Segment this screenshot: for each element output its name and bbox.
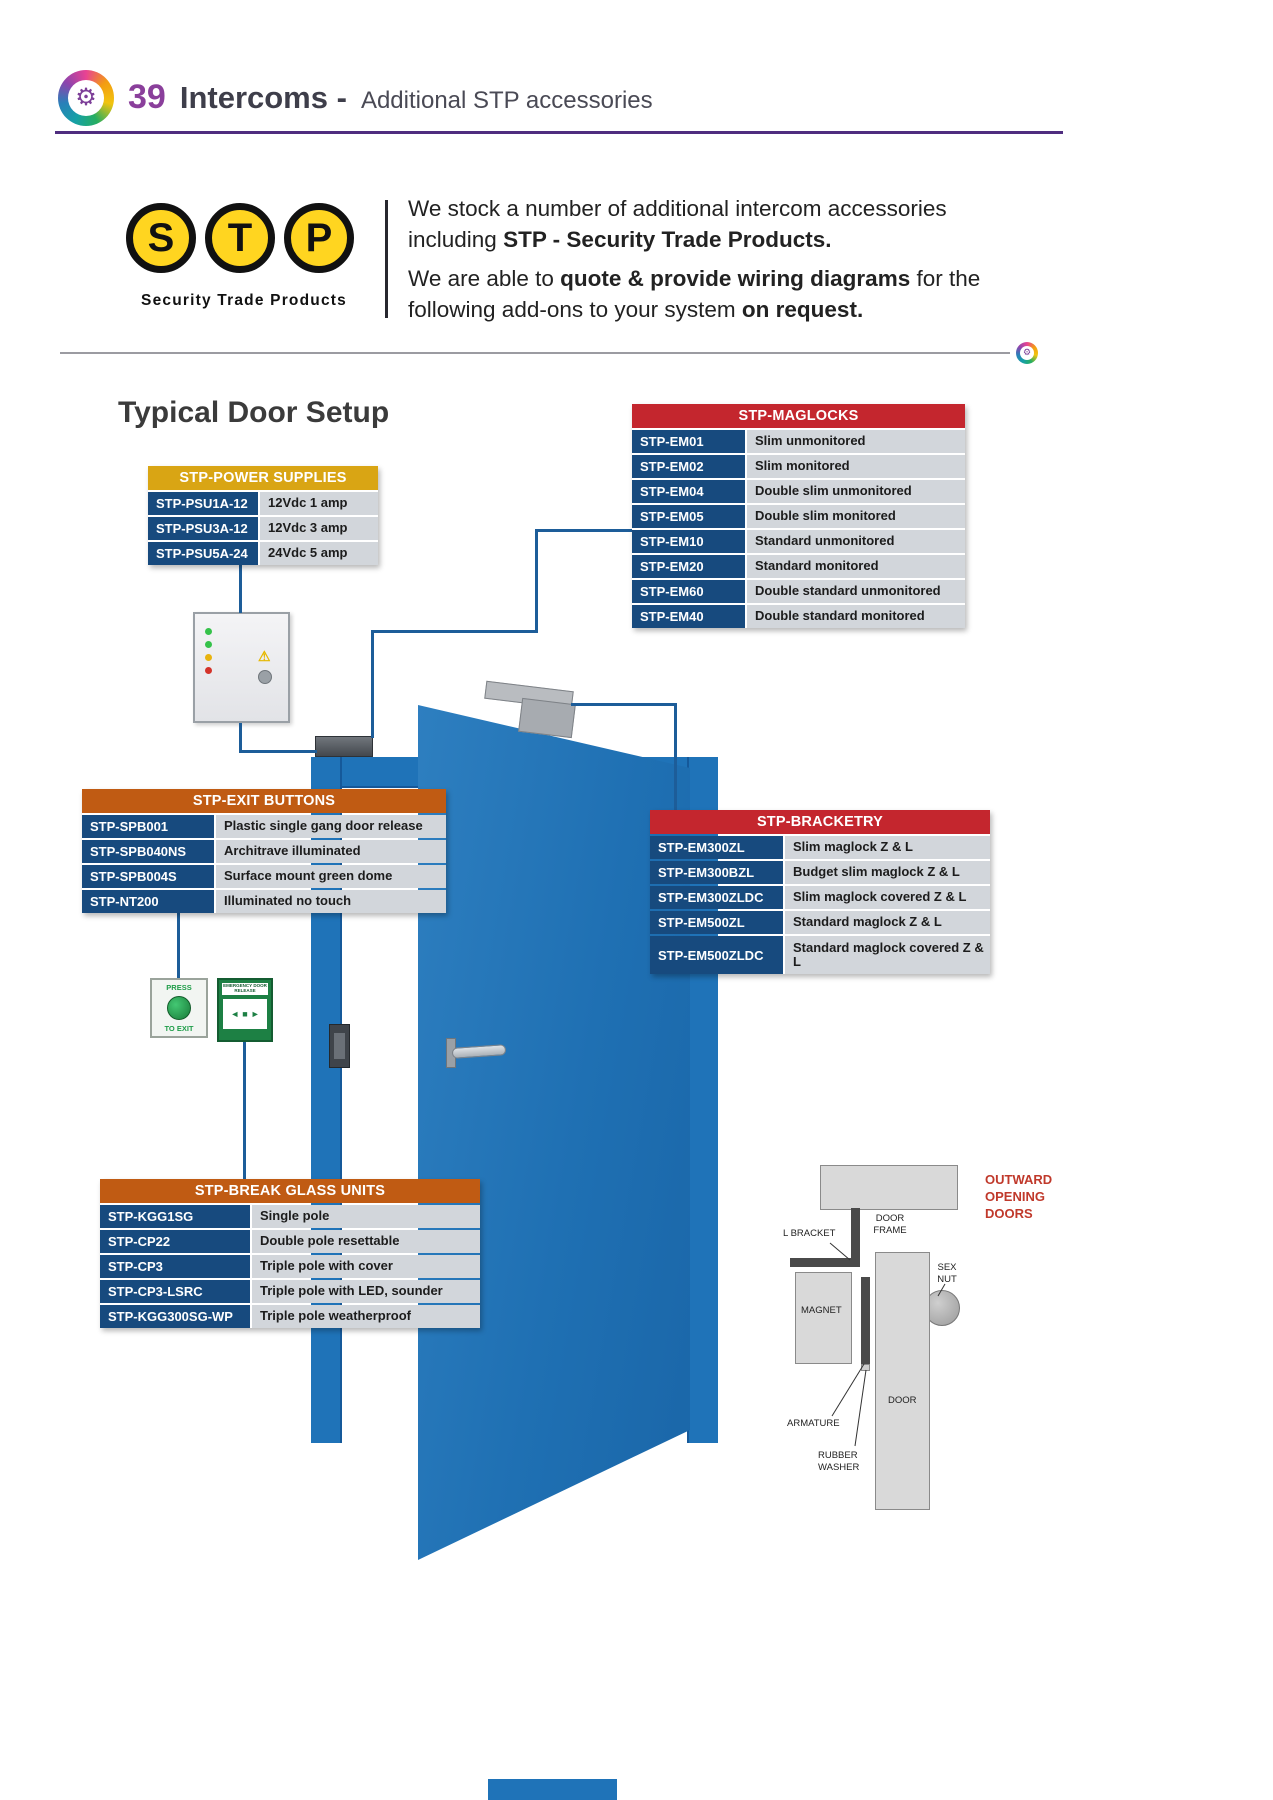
product-code: STP-NT200: [82, 890, 214, 913]
connector-psu-down: [239, 723, 242, 753]
table-header: STP-MAGLOCKS: [632, 404, 965, 428]
product-code: STP-EM500ZL: [650, 911, 783, 934]
break-glass-device: [217, 978, 273, 1042]
product-description: Architrave illuminated: [216, 840, 446, 863]
product-code: STP-PSU1A-12: [148, 492, 258, 515]
product-code: STP-KGG300SG-WP: [100, 1305, 250, 1328]
product-code: STP-EM40: [632, 605, 745, 628]
table-body: [148, 492, 378, 565]
table-row: [632, 505, 965, 528]
break-glass-panel: [223, 999, 267, 1029]
divider-logo-icon: [1016, 342, 1038, 364]
exit-button-device: [150, 978, 208, 1038]
square-icon: ■: [242, 1008, 248, 1019]
product-code: STP-KGG1SG: [100, 1205, 250, 1228]
product-code: STP-EM01: [632, 430, 745, 453]
connector-break-glass: [243, 1042, 246, 1179]
product-code: STP-EM04: [632, 480, 745, 503]
connector-maglocks-h1: [535, 529, 632, 532]
page-subtitle: Additional STP accessories: [360, 87, 653, 114]
page-header: [128, 78, 653, 117]
page-number: 39: [128, 78, 166, 116]
xs-outward-note: OUTWARD OPENING DOORS: [985, 1172, 1053, 1221]
product-description: Standard maglock covered Z & L: [785, 936, 990, 974]
table-row: [148, 542, 378, 565]
product-description: Standard maglock Z & L: [785, 911, 990, 934]
connector-maglocks-v1: [535, 529, 538, 633]
product-description: Triple pole with LED, sounder: [252, 1280, 480, 1303]
stp-logo: [126, 203, 354, 273]
xs-label-armature: ARMATURE: [787, 1418, 840, 1429]
table-row: [100, 1230, 480, 1253]
text-segment: on request.: [741, 296, 864, 322]
product-description: Slim maglock Z & L: [785, 836, 990, 859]
table-row: [650, 836, 990, 859]
exit-buttons-table: [82, 789, 446, 913]
product-code: STP-SPB040NS: [82, 840, 214, 863]
break-glass-label: EMERGENCY DOOR RELEASE: [223, 983, 267, 993]
xs-label-door: DOOR: [888, 1395, 917, 1406]
product-code: STP-EM300ZLDC: [650, 886, 783, 909]
psu-led-red: [205, 667, 212, 674]
psu-led-green-2: [205, 641, 212, 648]
product-code: STP-CP3-LSRC: [100, 1280, 250, 1303]
power-supplies-table: [148, 466, 378, 565]
product-description: Double slim monitored: [747, 505, 965, 528]
product-code: STP-EM300ZL: [650, 836, 783, 859]
product-description: Slim maglock covered Z & L: [785, 886, 990, 909]
psu-button: [258, 670, 272, 684]
table-row: [632, 430, 965, 453]
product-description: Single pole: [252, 1205, 480, 1228]
product-code: STP-EM05: [632, 505, 745, 528]
maglocks-table: [632, 404, 965, 628]
product-code: STP-SPB004S: [82, 865, 214, 888]
product-code: STP-EM02: [632, 455, 745, 478]
product-code: STP-EM500ZLDC: [650, 936, 783, 974]
text-segment: for the following add-ons to your system: [408, 266, 981, 322]
product-description: Plastic single gang door release: [216, 815, 446, 838]
product-code: STP-EM10: [632, 530, 745, 553]
product-description: 12Vdc 3 amp: [260, 517, 378, 540]
intro-paragraph-1: [408, 194, 1008, 255]
psu-led-green-1: [205, 628, 212, 635]
xs-label-l-bracket: L BRACKET: [783, 1228, 836, 1239]
z-bracket-base-graphic: [518, 698, 576, 738]
text-segment: STP - Security Trade Products.: [503, 226, 832, 252]
table-header: STP-EXIT BUTTONS: [82, 789, 446, 813]
maglock-graphic: [315, 736, 373, 757]
product-description: Triple pole weatherproof: [252, 1305, 480, 1328]
strike-plate-inner: [334, 1033, 345, 1059]
bracketry-table: [650, 810, 990, 974]
intro-paragraph-2: [408, 264, 1008, 325]
intro-divider: [385, 200, 388, 318]
product-description: Double standard monitored: [747, 605, 965, 628]
table-row: [650, 911, 990, 934]
break-glass-table: [100, 1179, 480, 1328]
exit-button-top-label: PRESS: [166, 983, 192, 992]
intro-text: [408, 194, 1008, 325]
connector-maglocks-v2: [371, 630, 374, 738]
stp-logo-letter-p: P: [284, 203, 354, 273]
connector-bracket-h: [571, 703, 677, 706]
product-code: STP-EM300BZL: [650, 861, 783, 884]
product-description: Double pole resettable: [252, 1230, 480, 1253]
product-description: Double slim unmonitored: [747, 480, 965, 503]
xs-label-magnet: MAGNET: [801, 1305, 842, 1316]
page-title: Intercoms -: [179, 80, 347, 115]
table-row: [650, 861, 990, 884]
table-body: [100, 1205, 480, 1328]
table-row: [82, 815, 446, 838]
product-description: Triple pole with cover: [252, 1255, 480, 1278]
gear-icon: ⚙: [68, 80, 104, 116]
connector-exit-button: [177, 912, 180, 980]
product-code: STP-PSU3A-12: [148, 517, 258, 540]
product-code: STP-SPB001: [82, 815, 214, 838]
connector-maglocks-h2: [371, 630, 538, 633]
product-description: 24Vdc 5 amp: [260, 542, 378, 565]
table-header: STP-BREAK GLASS UNITS: [100, 1179, 480, 1203]
product-description: Standard monitored: [747, 555, 965, 578]
product-description: Surface mount green dome: [216, 865, 446, 888]
text-segment: quote & provide wiring diagrams: [560, 266, 911, 292]
table-row: [82, 865, 446, 888]
psu-led-amber: [205, 654, 212, 661]
table-row: [100, 1255, 480, 1278]
arrow-left-icon: ◄: [230, 1008, 240, 1019]
connector-psu-to-frame: [239, 750, 317, 753]
table-row: [148, 492, 378, 515]
product-code: STP-CP3: [100, 1255, 250, 1278]
table-row: [632, 605, 965, 628]
table-row: [82, 890, 446, 913]
table-row: [632, 580, 965, 603]
table-row: [100, 1305, 480, 1328]
product-description: 12Vdc 1 amp: [260, 492, 378, 515]
table-row: [632, 480, 965, 503]
footer-bar: [488, 1779, 617, 1800]
table-row: [148, 517, 378, 540]
table-row: [100, 1280, 480, 1303]
product-description: Slim unmonitored: [747, 430, 965, 453]
text-segment: We stock a number of additional intercom accessories including: [408, 196, 947, 252]
table-row: [632, 555, 965, 578]
stp-logo-letter-t: T: [205, 203, 275, 273]
table-row: [100, 1205, 480, 1228]
product-code: STP-PSU5A-24: [148, 542, 258, 565]
product-code: STP-EM60: [632, 580, 745, 603]
table-row: [82, 840, 446, 863]
product-description: Double standard unmonitored: [747, 580, 965, 603]
table-header: STP-BRACKETRY: [650, 810, 990, 834]
text-segment: We are able to: [408, 266, 561, 292]
table-body: [82, 815, 446, 913]
section-divider: [60, 352, 1010, 354]
product-code: STP-EM20: [632, 555, 745, 578]
product-code: STP-CP22: [100, 1230, 250, 1253]
header-divider: [55, 131, 1063, 134]
company-logo-icon: [58, 70, 114, 126]
arrow-right-icon: ►: [250, 1008, 260, 1019]
product-description: Budget slim maglock Z & L: [785, 861, 990, 884]
table-header: STP-POWER SUPPLIES: [148, 466, 378, 490]
diagram-title: Typical Door Setup: [118, 396, 390, 429]
exit-button-bottom-label: TO EXIT: [164, 1024, 194, 1033]
table-row: [632, 455, 965, 478]
table-row: [650, 936, 990, 974]
table-row: [632, 530, 965, 553]
product-description: Illuminated no touch: [216, 890, 446, 913]
table-row: [650, 886, 990, 909]
gear-icon: ⚙: [1020, 346, 1034, 360]
stp-logo-letter-s: S: [126, 203, 196, 273]
xs-label-sex-nut: SEX NUT: [937, 1262, 957, 1285]
connector-bracket-v: [674, 703, 677, 810]
xs-label-door-frame: DOOR FRAME: [873, 1213, 907, 1236]
stp-logo-caption: Security Trade Products: [141, 292, 347, 309]
table-body: [632, 430, 965, 628]
warning-icon: ⚠: [258, 648, 271, 664]
product-description: Standard unmonitored: [747, 530, 965, 553]
xs-label-rubber-washer: RUBBER WASHER: [818, 1450, 860, 1473]
table-body: [650, 836, 990, 974]
product-description: Slim monitored: [747, 455, 965, 478]
exit-button-dome: [167, 996, 191, 1020]
